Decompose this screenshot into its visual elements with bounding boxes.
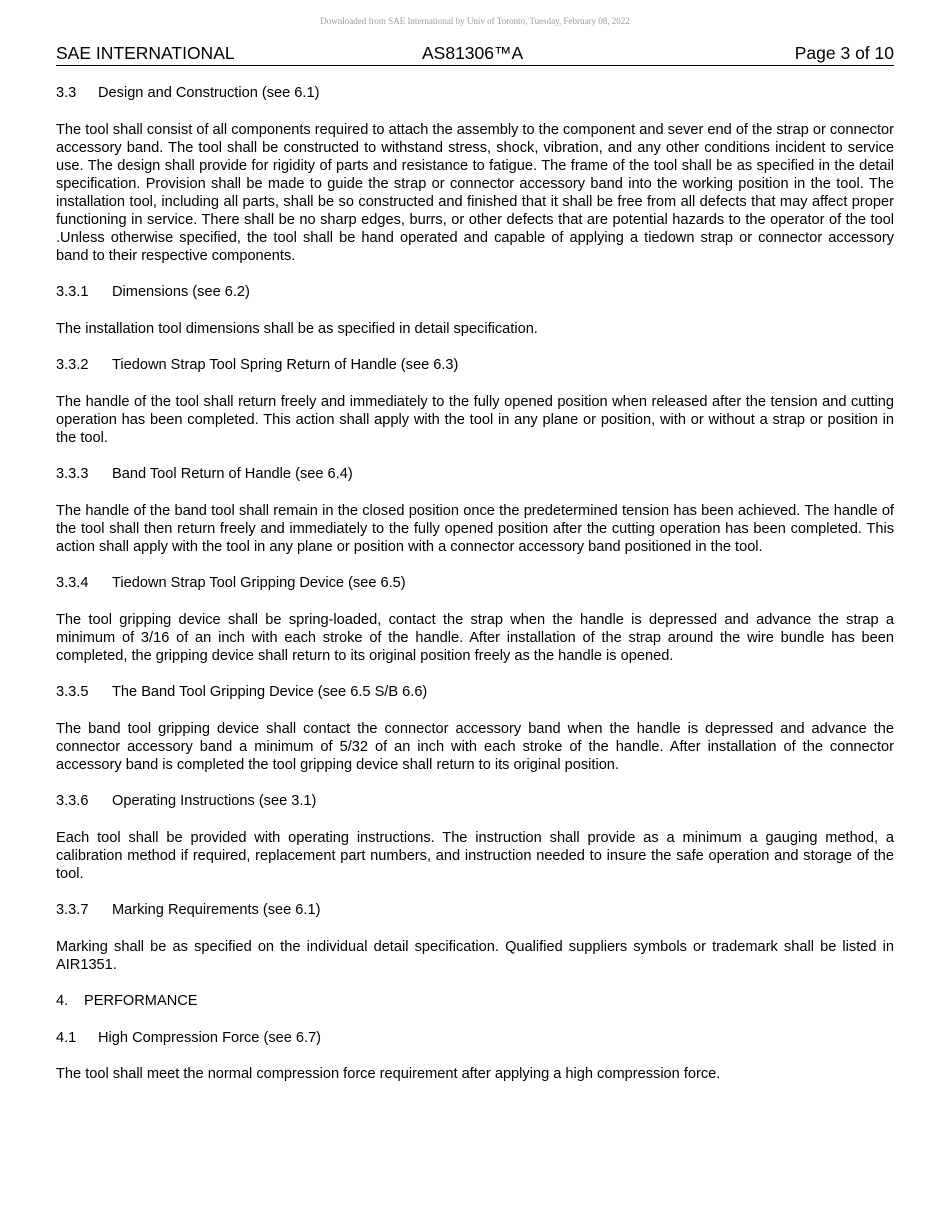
header-page-number: Page 3 of 10 <box>794 43 894 63</box>
section-title: The Band Tool Gripping Device (see 6.5 S/B 6.6) <box>112 684 428 700</box>
section-paragraph-3-3-6: Each tool shall be provided with operating instructions. The instruction shall provide as a minimum a gauging method, a calibration method if required, replacement part numbers, and instruction needed to insure the safe operation and storage of the tool. <box>56 829 894 882</box>
section-paragraph-3-3-4: The tool gripping device shall be spring-loaded, contact the strap when the handle is depressed and advance the strap a minimum of 3/16 of an inch with each stroke of the handle. After installation of the strap around the wire bundle has been completed, the gripping device shall return to its original position freely as the handle is opened. <box>56 611 894 664</box>
section-number: 4. <box>56 993 69 1009</box>
section-number: 3.3.3 <box>56 466 89 482</box>
section-heading-3-3-1 <box>56 283 894 301</box>
section-heading-4-1 <box>56 1029 894 1047</box>
section-title: Dimensions (see 6.2) <box>112 284 250 300</box>
header-doc-id: AS81306™A <box>422 43 524 63</box>
section-number: 3.3.5 <box>56 684 89 700</box>
section-number: 3.3.7 <box>56 902 89 918</box>
section-heading-3-3-7 <box>56 901 894 919</box>
download-watermark: Downloaded from SAE International by Univ of Toronto, Tuesday, February 08, 2022 <box>320 16 630 26</box>
section-title: Design and Construction (see 6.1) <box>98 85 320 101</box>
page-header <box>56 43 894 66</box>
section-paragraph-3-3-2: The handle of the tool shall return freely and immediately to the fully opened position when released after the tension and cutting operation has been completed. This action shall apply with the tool in any plane or position, with or without a strap or position in the tool. <box>56 393 894 446</box>
section-paragraph-3-3-1: The installation tool dimensions shall be as specified in detail specification. <box>56 320 538 337</box>
header-org: SAE INTERNATIONAL <box>56 43 235 63</box>
section-number: 3.3.6 <box>56 793 89 809</box>
document-body <box>56 84 894 1102</box>
section-number: 4.1 <box>56 1029 77 1046</box>
section-number: 3.3.1 <box>56 284 89 300</box>
section-paragraph-3-3-3: The handle of the band tool shall remain in the closed position once the predetermined tension has been achieved. The handle of the tool shall then return freely and immediately to the fully opened position after the cutting operation has been completed. This action shall apply with the tool in any plane or position with a connector accessory band positioned in the tool. <box>56 502 894 555</box>
section-number: 3.3.2 <box>56 357 89 373</box>
section-paragraph-3-3: The tool shall consist of all components required to attach the assembly to the component and sever end of the strap or connector accessory band. The tool shall be constructed to withstand stress, shock, vibration, and any other conditions incident to service use. The design shall provide for rigidity of parts and resistance to fatigue. The frame of the tool shall be as specified in the detail specification. Provision shall be made to guide the strap or connector accessory band into the working position in the tool. The installation tool, including all parts, shall be so constructed and finished that it shall be free from all defects that may affect proper functioning in service. There shall be no sharp edges, burrs, or other defects that are potential hazards to the operator of the tool .Unless otherwise specified, the tool shall be hand operated and capable of applying a tiedown strap or connector accessory band to their respective components. <box>56 121 895 264</box>
section-heading-4 <box>56 992 894 1010</box>
section-paragraph-3-3-5: The band tool gripping device shall contact the connector accessory band when the handle is depressed and advance the connector accessory band a minimum of 5/32 of an inch with each stroke of the handle. After installation of the connector accessory band is completed the tool gripping device shall return to its original position. <box>56 720 894 773</box>
section-heading-3-3-3 <box>56 465 894 483</box>
section-title: Band Tool Return of Handle (see 6.4) <box>112 466 353 482</box>
section-title: PERFORMANCE <box>84 993 198 1009</box>
section-title: Operating Instructions (see 3.1) <box>112 793 317 809</box>
section-number: 3.3.4 <box>56 575 89 591</box>
section-heading-3-3 <box>56 84 894 102</box>
section-title: Tiedown Strap Tool Gripping Device (see 6.5) <box>112 575 406 591</box>
section-paragraph-3-3-7: Marking shall be as specified on the individual detail specification. Qualified suppliers symbols or trademark shall be listed in AIR1351. <box>56 938 894 973</box>
section-title: Marking Requirements (see 6.1) <box>112 902 321 918</box>
section-title: Tiedown Strap Tool Spring Return of Handle (see 6.3) <box>112 357 459 373</box>
section-heading-3-3-2 <box>56 356 894 374</box>
section-heading-3-3-5 <box>56 683 894 701</box>
section-heading-3-3-4 <box>56 574 894 592</box>
section-paragraph-4-1: The tool shall meet the normal compression force requirement after applying a high compression force. <box>56 1066 721 1082</box>
section-heading-3-3-6 <box>56 792 894 810</box>
section-title: High Compression Force (see 6.7) <box>98 1029 322 1046</box>
section-number: 3.3 <box>56 85 77 101</box>
